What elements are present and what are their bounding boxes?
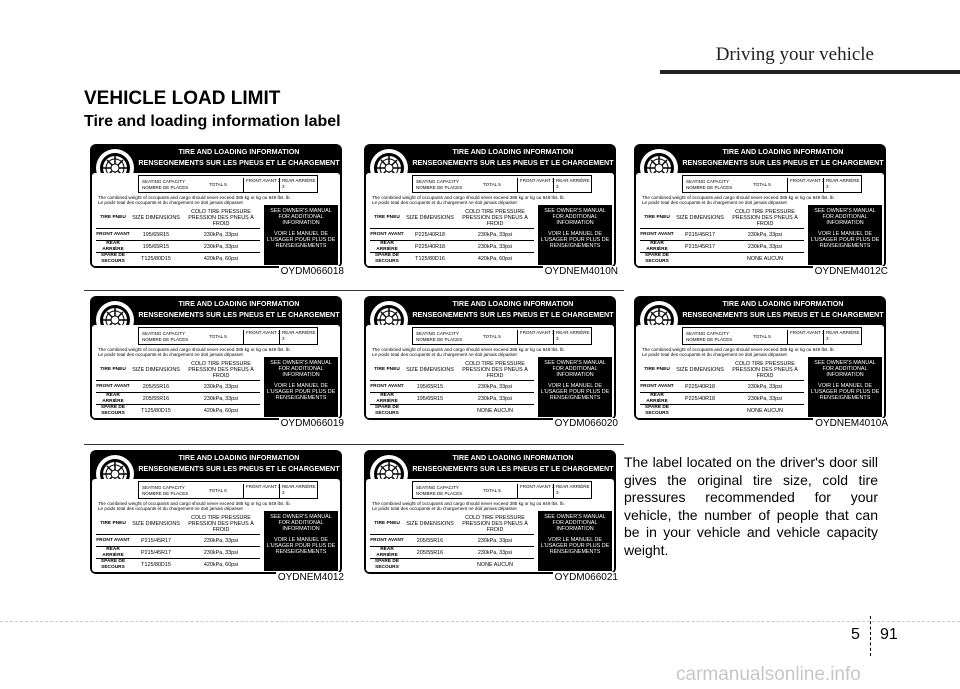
tire-pressure-table: [96, 513, 260, 570]
table-row: REAR ARRIÈRE 205/55R16 230kPa, 33psi: [370, 546, 534, 558]
label-heading-en: TIRE AND LOADING INFORMATION: [178, 299, 300, 308]
label-heading: [412, 146, 614, 172]
weight-limit-text: The combined weight of occupants and cargo should never exceed 385 kg or kg ou 849 lbs. lb. Le poids total des occupants et du chargement ne doit jamais dépasser: [98, 195, 291, 206]
seating-rear: REAR ARRIÈRE 3: [823, 178, 861, 192]
figure-code: OYDM066018: [280, 266, 344, 277]
seating-capacity-label: SEATING CAPACITY NOMBRE DE PLACES: [416, 179, 463, 190]
front-size: 205/55R16: [142, 383, 170, 390]
seating-capacity-box: [412, 481, 592, 499]
figure-code: OYDM066019: [280, 418, 344, 429]
page-header-title: Driving your vehicle: [715, 44, 874, 65]
table-header: [370, 207, 534, 228]
spare-pressure: NONE AUCUN: [477, 561, 513, 568]
col-tire: TIRE PNEU: [100, 520, 126, 526]
see-manual-panel: SEE OWNER'S MANUAL FOR ADDITIONAL INFORMATION VOIR LE MANUEL DE L'USAGER POUR PLUS DE RENSEIGNEMENTS: [808, 205, 882, 265]
label-heading: [682, 146, 884, 172]
label-heading-fr: RENSEGNEMENTS SUR LES PNEUS ET LE CHARGEMENT: [412, 158, 614, 167]
seating-capacity-box: [138, 481, 318, 499]
front-pressure: 230kPa, 33psi: [203, 231, 239, 238]
label-heading: [138, 452, 340, 478]
col-pressure: COLD TIRE PRESSURE PRESSION DES PNEUS À FROID: [732, 360, 798, 379]
table-row: SPARE DE SECOURS T125/80D15 420kPa, 60psi: [96, 558, 260, 570]
seating-rear: REAR ARRIÈRE 3: [279, 178, 317, 192]
table-row: FRONT AVANT P215/45R17 230kPa, 33psi: [96, 534, 260, 546]
label-heading-en: TIRE AND LOADING INFORMATION: [452, 453, 574, 462]
rear-pressure: 230kPa, 33psi: [747, 395, 783, 402]
col-pressure: COLD TIRE PRESSURE PRESSION DES PNEUS À FROID: [462, 360, 528, 379]
table-header: [370, 359, 534, 380]
rear-pressure: 230kPa, 33psi: [203, 243, 239, 250]
seating-capacity-box: [682, 175, 862, 193]
table-row: SPARE DE SECOURS NONE AUCUN: [370, 404, 534, 416]
seating-front: FRONT AVANT 2: [517, 330, 554, 344]
see-manual-panel: SEE OWNER'S MANUAL FOR ADDITIONAL INFORMATION VOIR LE MANUEL DE L'USAGER POUR PLUS DE RENSEIGNEMENTS: [538, 205, 612, 265]
front-size: P225/40R18: [685, 383, 715, 390]
label-body: [366, 479, 614, 572]
weight-limit-text: The combined weight of occupants and cargo should never exceed 385 kg or kg ou 849 lbs. lb. Le poids total des occupants et du chargement ne doit jamais dépasser: [372, 501, 565, 512]
col-size: SIZE DIMENSIONS: [132, 520, 180, 527]
tire-label: [358, 448, 622, 584]
col-size: SIZE DIMENSIONS: [406, 520, 454, 527]
tire-label-plate: [90, 144, 342, 268]
seating-capacity-box: [682, 327, 862, 345]
rear-size: 205/55R16: [142, 395, 170, 402]
seating-front: FRONT AVANT 2: [517, 178, 554, 192]
seating-capacity-label: SEATING CAPACITY NOMBRE DE PLACES: [142, 179, 189, 190]
see-manual-panel: SEE OWNER'S MANUAL FOR ADDITIONAL INFORMATION VOIR LE MANUEL DE L'USAGER POUR PLUS DE RENSEIGNEMENTS: [808, 357, 882, 417]
table-header: [640, 207, 804, 228]
seating-capacity-box: [412, 327, 592, 345]
weight-limit-text: The combined weight of occupants and cargo should never exceed 385 kg or kg ou 849 lbs. lb. Le poids total des occupants et du chargement ne doit jamais dépasser: [642, 195, 835, 206]
seating-capacity-box: [138, 175, 318, 193]
tire-label-plate: [634, 296, 886, 420]
seating-front: FRONT AVANT 2: [787, 330, 824, 344]
rear-pressure: 230kPa, 33psi: [477, 243, 513, 250]
seating-capacity-box: [412, 175, 592, 193]
figure-code: OYDM066020: [554, 418, 618, 429]
table-row: REAR ARRIÈRE 205/55R16 230kPa, 33psi: [96, 392, 260, 404]
weight-limit-text: The combined weight of occupants and cargo should never exceed 385 kg or kg ou 849 lbs. lb. Le poids total des occupants et du chargement ne doit jamais dépasser: [98, 347, 291, 358]
col-tire: TIRE PNEU: [374, 214, 400, 220]
spare-size: T125/80D15: [141, 561, 171, 568]
label-heading: [682, 298, 884, 324]
watermark: carmanualsonline.info: [676, 664, 861, 685]
seating-capacity-label: SEATING CAPACITY NOMBRE DE PLACES: [686, 179, 733, 190]
tire-pressure-table: [96, 207, 260, 264]
see-manual-panel: SEE OWNER'S MANUAL FOR ADDITIONAL INFORMATION VOIR LE MANUEL DE L'USAGER POUR PLUS DE RENSEIGNEMENTS: [264, 205, 338, 265]
table-header: [370, 513, 534, 534]
label-heading-en: TIRE AND LOADING INFORMATION: [452, 147, 574, 156]
rear-size: 195/65R15: [142, 243, 170, 250]
seating-rear: REAR ARRIÈRE 3: [279, 330, 317, 344]
col-pressure: COLD TIRE PRESSURE PRESSION DES PNEUS À FROID: [188, 514, 254, 533]
spare-size: T125/80D16: [415, 255, 445, 262]
seating-capacity-label: SEATING CAPACITY NOMBRE DE PLACES: [686, 331, 733, 342]
seating-rear: REAR ARRIÈRE 3: [279, 484, 317, 498]
seating-total: TOTAL 5: [209, 488, 227, 493]
col-pressure: COLD TIRE PRESSURE PRESSION DES PNEUS À FROID: [188, 208, 254, 227]
rear-pressure: 230kPa, 33psi: [477, 549, 513, 556]
label-body: [92, 173, 340, 266]
table-row: SPARE DE SECOURS NONE AUCUN: [640, 252, 804, 264]
front-pressure: 230kPa, 33psi: [477, 383, 513, 390]
seating-total: TOTAL 5: [483, 334, 501, 339]
tire-pressure-table: [640, 359, 804, 416]
spare-pressure: NONE AUCUN: [477, 407, 513, 414]
weight-limit-text: The combined weight of occupants and cargo should never exceed 385 kg or kg ou 849 lbs. lb. Le poids total des occupants et du chargement ne doit jamais dépasser: [372, 347, 565, 358]
table-row: FRONT AVANT 195/65R15 230kPa, 33psi: [370, 380, 534, 392]
figure-code: OYDNEM4010N: [544, 266, 618, 277]
front-size: 205/55R16: [416, 537, 444, 544]
table-row: SPARE DE SECOURS T125/80D15 420kPa, 60psi: [96, 404, 260, 416]
tire-pressure-table: [96, 359, 260, 416]
label-heading-en: TIRE AND LOADING INFORMATION: [178, 147, 300, 156]
table-row: REAR ARRIÈRE 195/65R15 230kPa, 33psi: [370, 392, 534, 404]
col-pressure: COLD TIRE PRESSURE PRESSION DES PNEUS À FROID: [462, 514, 528, 533]
rear-size: P225/40R18: [415, 243, 445, 250]
table-row: SPARE DE SECOURS NONE AUCUN: [370, 558, 534, 570]
label-heading-fr: RENSEGNEMENTS SUR LES PNEUS ET LE CHARGEMENT: [682, 310, 884, 319]
front-size: 195/65R15: [142, 231, 170, 238]
seating-front: FRONT AVANT 2: [787, 178, 824, 192]
rear-pressure: 230kPa, 33psi: [747, 243, 783, 250]
weight-limit-text: The combined weight of occupants and cargo should never exceed 385 kg or kg ou 849 lbs. lb. Le poids total des occupants et du chargement ne doit jamais dépasser: [372, 195, 565, 206]
table-row: FRONT AVANT 205/55R16 230kPa, 33psi: [96, 380, 260, 392]
table-header: [96, 513, 260, 534]
page-section-number: 5: [851, 626, 860, 643]
table-row: REAR ARRIÈRE 195/65R15 230kPa, 33psi: [96, 240, 260, 252]
weight-limit-text: The combined weight of occupants and cargo should never exceed 385 kg or kg ou 849 lbs. lb. Le poids total des occupants et du chargement ne doit jamais dépasser: [642, 347, 835, 358]
row-divider: [84, 444, 624, 445]
col-size: SIZE DIMENSIONS: [406, 214, 454, 221]
table-row: FRONT AVANT 205/55R16 230kPa, 33psi: [370, 534, 534, 546]
tire-label-plate: [634, 144, 886, 268]
see-manual-panel: SEE OWNER'S MANUAL FOR ADDITIONAL INFORMATION VOIR LE MANUEL DE L'USAGER POUR PLUS DE RENSEIGNEMENTS: [264, 357, 338, 417]
col-pressure: COLD TIRE PRESSURE PRESSION DES PNEUS À FROID: [188, 360, 254, 379]
table-header: [96, 359, 260, 380]
seating-total: TOTAL 5: [209, 334, 227, 339]
table-header: [96, 207, 260, 228]
seating-total: TOTAL 5: [209, 182, 227, 187]
label-body: [92, 325, 340, 418]
label-heading-fr: RENSEGNEMENTS SUR LES PNEUS ET LE CHARGEMENT: [412, 310, 614, 319]
label-heading-en: TIRE AND LOADING INFORMATION: [178, 453, 300, 462]
section-title: VEHICLE LOAD LIMIT: [84, 88, 281, 109]
seating-rear: REAR ARRIÈRE 3: [553, 178, 591, 192]
spare-size: T125/80D15: [141, 255, 171, 262]
figure-code: OYDNEM4010A: [815, 418, 888, 429]
seating-total: TOTAL 5: [483, 182, 501, 187]
table-row: REAR ARRIÈRE P215/45R17 230kPa, 33psi: [96, 546, 260, 558]
rear-pressure: 230kPa, 33psi: [477, 395, 513, 402]
see-manual-panel: SEE OWNER'S MANUAL FOR ADDITIONAL INFORMATION VOIR LE MANUEL DE L'USAGER POUR PLUS DE RENSEIGNEMENTS: [538, 357, 612, 417]
table-row: FRONT AVANT P225/40R18 230kPa, 33psi: [370, 228, 534, 240]
page-number: 91: [880, 626, 898, 643]
spare-pressure: 420kPa, 60psi: [203, 407, 239, 414]
col-tire: TIRE PNEU: [644, 366, 670, 372]
col-tire: TIRE PNEU: [374, 520, 400, 526]
table-row: FRONT AVANT P225/40R18 230kPa, 33psi: [640, 380, 804, 392]
label-body: [366, 325, 614, 418]
seating-capacity-box: [138, 327, 318, 345]
rear-pressure: 230kPa, 33psi: [203, 549, 239, 556]
col-size: SIZE DIMENSIONS: [132, 366, 180, 373]
rear-size: P225/40R18: [685, 395, 715, 402]
table-row: SPARE DE SECOURS T125/80D16 420kPa, 60psi: [370, 252, 534, 264]
table-row: SPARE DE SECOURS T125/80D15 420kPa, 60psi: [96, 252, 260, 264]
tire-label-plate: [364, 450, 616, 574]
tire-label: [84, 142, 348, 278]
tire-label: [358, 294, 622, 430]
seating-capacity-label: SEATING CAPACITY NOMBRE DE PLACES: [416, 485, 463, 496]
front-pressure: 230kPa, 33psi: [477, 537, 513, 544]
seating-rear: REAR ARRIÈRE 3: [823, 330, 861, 344]
label-heading-fr: RENSEGNEMENTS SUR LES PNEUS ET LE CHARGEMENT: [138, 310, 340, 319]
seating-capacity-label: SEATING CAPACITY NOMBRE DE PLACES: [142, 331, 189, 342]
page-number-divider: [870, 616, 871, 656]
seating-front: FRONT AVANT 2: [243, 330, 280, 344]
front-size: P225/40R18: [415, 231, 445, 238]
tire-pressure-table: [640, 207, 804, 264]
seating-total: TOTAL 5: [753, 334, 771, 339]
col-size: SIZE DIMENSIONS: [676, 366, 724, 373]
seating-front: FRONT AVANT 2: [243, 484, 280, 498]
label-heading-en: TIRE AND LOADING INFORMATION: [722, 147, 844, 156]
seating-front: FRONT AVANT 2: [243, 178, 280, 192]
label-body: [366, 173, 614, 266]
col-tire: TIRE PNEU: [374, 366, 400, 372]
table-row: REAR ARRIÈRE P215/45R17 230kPa, 33psi: [640, 240, 804, 252]
label-description: The label located on the driver's door sill gives the original tire size, cold tire pressures recommended for your vehicle, the number of people that can be in your vehicle and vehicle capacity weight.: [624, 454, 878, 558]
seating-total: TOTAL 5: [483, 488, 501, 493]
section-subtitle: Tire and loading information label: [84, 113, 341, 130]
col-pressure: COLD TIRE PRESSURE PRESSION DES PNEUS À FROID: [462, 208, 528, 227]
footer-rule: [0, 621, 960, 622]
label-heading-fr: RENSEGNEMENTS SUR LES PNEUS ET LE CHARGEMENT: [412, 464, 614, 473]
figure-code: OYDNEM4012: [277, 572, 344, 583]
row-divider: [84, 290, 624, 291]
spare-pressure: 420kPa, 60psi: [203, 255, 239, 262]
label-heading-en: TIRE AND LOADING INFORMATION: [452, 299, 574, 308]
label-heading-fr: RENSEGNEMENTS SUR LES PNEUS ET LE CHARGEMENT: [682, 158, 884, 167]
col-tire: TIRE PNEU: [100, 366, 126, 372]
tire-label: [628, 142, 892, 278]
label-heading: [412, 452, 614, 478]
rear-pressure: 230kPa, 33psi: [203, 395, 239, 402]
tire-label: [358, 142, 622, 278]
spare-size: T125/80D15: [141, 407, 171, 414]
weight-limit-text: The combined weight of occupants and cargo should never exceed 385 kg or kg ou 849 lbs. lb. Le poids total des occupants et du chargement ne doit jamais dépasser: [98, 501, 291, 512]
tire-label-plate: [364, 296, 616, 420]
label-body: [92, 479, 340, 572]
tire-pressure-table: [370, 513, 534, 570]
label-heading-fr: RENSEGNEMENTS SUR LES PNEUS ET LE CHARGEMENT: [138, 158, 340, 167]
figure-code: OYDNEM4012C: [814, 266, 888, 277]
tire-pressure-table: [370, 359, 534, 416]
label-heading-fr: RENSEGNEMENTS SUR LES PNEUS ET LE CHARGEMENT: [138, 464, 340, 473]
col-tire: TIRE PNEU: [644, 214, 670, 220]
rear-size: 205/55R16: [416, 549, 444, 556]
table-row: REAR ARRIÈRE P225/40R18 230kPa, 33psi: [640, 392, 804, 404]
front-pressure: 230kPa, 33psi: [203, 537, 239, 544]
tire-label-plate: [90, 296, 342, 420]
front-pressure: 230kPa, 33psi: [747, 231, 783, 238]
front-pressure: 230kPa, 33psi: [477, 231, 513, 238]
see-manual-panel: SEE OWNER'S MANUAL FOR ADDITIONAL INFORMATION VOIR LE MANUEL DE L'USAGER POUR PLUS DE RENSEIGNEMENTS: [264, 511, 338, 571]
tire-label-plate: [90, 450, 342, 574]
spare-pressure: 420kPa, 60psi: [203, 561, 239, 568]
table-header: [640, 359, 804, 380]
table-row: REAR ARRIÈRE P225/40R18 230kPa, 33psi: [370, 240, 534, 252]
table-row: SPARE DE SECOURS NONE AUCUN: [640, 404, 804, 416]
seating-total: TOTAL 5: [753, 182, 771, 187]
front-size: P215/45R17: [141, 537, 171, 544]
front-pressure: 230kPa, 33psi: [747, 383, 783, 390]
rear-size: P215/45R17: [141, 549, 171, 556]
seating-capacity-label: SEATING CAPACITY NOMBRE DE PLACES: [142, 485, 189, 496]
front-pressure: 230kPa, 33psi: [203, 383, 239, 390]
label-heading-en: TIRE AND LOADING INFORMATION: [722, 299, 844, 308]
see-manual-panel: SEE OWNER'S MANUAL FOR ADDITIONAL INFORMATION VOIR LE MANUEL DE L'USAGER POUR PLUS DE RENSEIGNEMENTS: [538, 511, 612, 571]
tire-label: [84, 448, 348, 584]
tire-label: [628, 294, 892, 430]
rear-size: 195/65R15: [416, 395, 444, 402]
col-size: SIZE DIMENSIONS: [676, 214, 724, 221]
label-body: [636, 173, 884, 266]
header-rule: [660, 70, 960, 74]
spare-pressure: NONE AUCUN: [747, 407, 783, 414]
seating-capacity-label: SEATING CAPACITY NOMBRE DE PLACES: [416, 331, 463, 342]
table-row: FRONT AVANT P215/45R17 230kPa, 33psi: [640, 228, 804, 240]
col-size: SIZE DIMENSIONS: [132, 214, 180, 221]
tire-label: [84, 294, 348, 430]
tire-pressure-table: [370, 207, 534, 264]
col-pressure: COLD TIRE PRESSURE PRESSION DES PNEUS À FROID: [732, 208, 798, 227]
spare-pressure: NONE AUCUN: [747, 255, 783, 262]
spare-pressure: 420kPa, 60psi: [477, 255, 513, 262]
col-size: SIZE DIMENSIONS: [406, 366, 454, 373]
front-size: 195/65R15: [416, 383, 444, 390]
label-heading: [138, 298, 340, 324]
seating-front: FRONT AVANT 2: [517, 484, 554, 498]
tire-label-plate: [364, 144, 616, 268]
seating-rear: REAR ARRIÈRE 3: [553, 484, 591, 498]
col-tire: TIRE PNEU: [100, 214, 126, 220]
label-heading: [412, 298, 614, 324]
front-size: P215/45R17: [685, 231, 715, 238]
label-heading: [138, 146, 340, 172]
figure-code: OYDM066021: [554, 572, 618, 583]
rear-size: P215/45R17: [685, 243, 715, 250]
label-body: [636, 325, 884, 418]
seating-rear: REAR ARRIÈRE 3: [553, 330, 591, 344]
table-row: FRONT AVANT 195/65R15 230kPa, 33psi: [96, 228, 260, 240]
